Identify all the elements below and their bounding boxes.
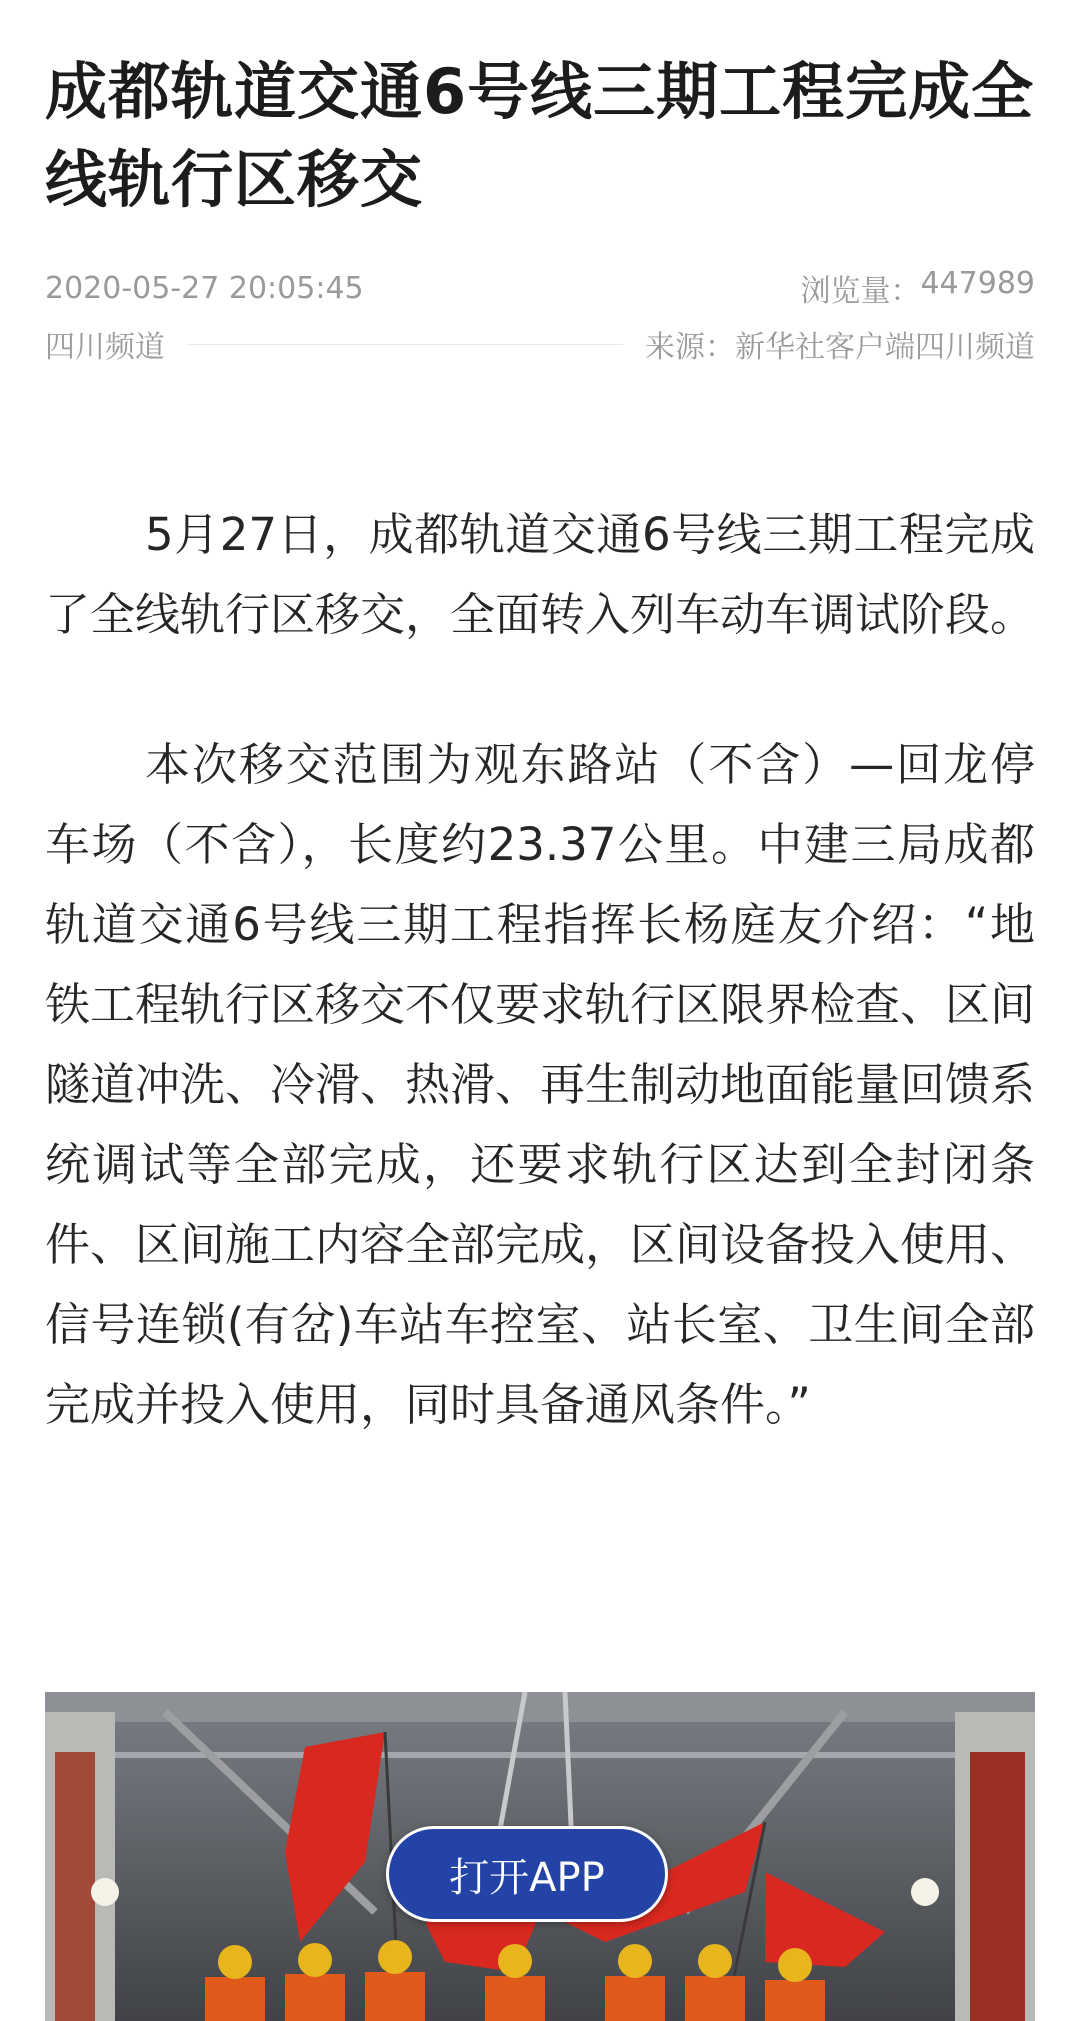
article-meta-top <box>45 268 1035 308</box>
article-body <box>45 495 1035 1515</box>
open-app-button[interactable]: 打开APP <box>386 1826 668 1922</box>
publish-datetime: 2020-05-27 20:05:45 <box>45 270 364 306</box>
paragraph: 本次移交范围为观东路站（不含）—回龙停车场（不含），长度约23.37公里。中建三局成都轨道交通6号线三期工程指挥长杨庭友介绍：“地铁工程轨行区移交不仅要求轨行区限界检查、区间隧道冲洗、冷滑、热滑、再生制动地面能量回馈系统调试等全部完成，还要求轨行区达到全封闭条件、区间施工内容全部完成，区间设备投入使用、信号连锁(有岔)车站车控室、站长室、卫生间全部完成并投入使用，同时具备通风条件。” <box>45 738 1036 1431</box>
view-count-label: 浏览量： <box>800 274 921 309</box>
article-source: 来源：新华社客户端四川频道 <box>645 330 1035 365</box>
article-meta-bottom <box>45 324 1035 364</box>
paragraph: 5月27日，成都轨道交通6号线三期工程完成了全线轨行区移交，全面转入列车动车调试阶段。 <box>45 508 1036 641</box>
view-count <box>800 266 1035 310</box>
channel-name[interactable]: 四川频道 <box>45 330 165 365</box>
article-title: 成都轨道交通6号线三期工程完成全线轨行区移交 <box>45 55 1035 216</box>
meta-divider <box>187 344 623 345</box>
view-count-value: 447989 <box>920 266 1035 301</box>
